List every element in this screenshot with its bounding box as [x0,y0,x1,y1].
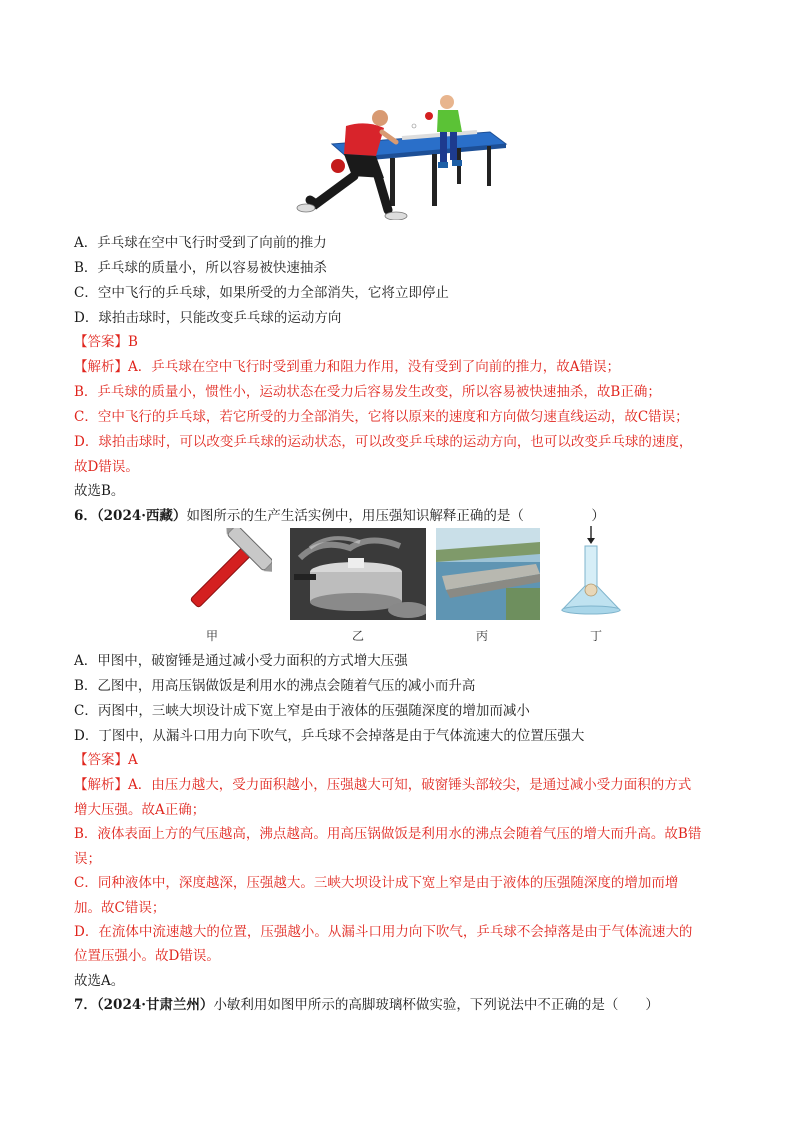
q6-option-d: D．丁图中，从漏斗口用力向下吹气，乒乓球不会掉落是由于气体流速大的位置压强大 [74,728,585,744]
q5-analysis-text-1: A．乒乓球在空中飞行时受到重力和阻力作用，没有受到了向前的推力，故A错误； [128,359,620,375]
q7-number: 7． [74,997,97,1013]
pressure-cooker-image [290,528,426,620]
q6-analysis-line-3: B．液体表面上方的气压越高，沸点越高。用高压锅做饭是利用水的沸点会随着气压的增大而升高。故B错 [74,826,702,842]
hammer-image [176,528,272,620]
q6-stem-line [74,506,605,526]
q6-option-b: B．乙图中，用高压锅做饭是利用水的沸点会随着气压的减小而升高 [74,678,476,694]
q6-number: 6． [74,508,97,524]
q5-analysis-line-2: B．乒乓球的质量小，惯性小，运动状态在受力后容易发生改变，所以容易被快速抽杀，故B正确； [74,384,661,400]
q5-option-d: D．球拍击球时，只能改变乒乓球的运动方向 [74,310,342,326]
q5-conclusion: 故选B。 [74,483,125,499]
q6-analysis-line-5: C．同种液体中，深度越深，压强越大。三峡大坝设计成下宽上窄是由于液体的压强随深度的增加而增 [74,875,679,891]
q5-analysis-line-4: D．球拍击球时，可以改变乒乓球的运动状态，可以改变乒乓球的运动方向，也可以改变乒乓球的速度， [74,434,693,450]
q5-answer: 【答案】B [74,334,138,350]
q7-stem: 小敏利用如图甲所示的高脚玻璃杯做实验，下列说法中不正确的是（ ） [213,997,659,1013]
caption-ding: 丁 [590,629,603,643]
q6-analysis-text-1: A．由压力越大，受力面积越小，压强越大可知，破窗锤头部较尖，是通过减小受力面积的方式 [128,777,692,793]
q5-analysis-line-3: C．空中飞行的乒乓球，若它所受的力全部消失，它将以原来的速度和方向做匀速直线运动，故C错误； [74,409,689,425]
q7-source: （2024·甘肃兰州） [96,997,214,1013]
q5-analysis-line-5: 故D错误。 [74,459,139,475]
q6-analysis-line-4: 误； [74,851,101,867]
q6-conclusion: 故选A。 [74,973,125,989]
q7-stem-line [74,995,659,1015]
q6-analysis-line-6: 加。故C错误； [74,900,166,916]
table-tennis-figure [292,92,514,220]
q6-option-a: A．甲图中，破窗锤是通过减小受力面积的方式增大压强 [74,653,408,669]
q6-analysis-line-2: 增大压强。故A正确； [74,802,206,818]
q5-option-b: B．乒乓球的质量小，所以容易被快速抽杀 [74,260,327,276]
q6-analysis-line-7: D．在流体中流速越大的位置，压强越小。从漏斗口用力向下吹气，乒乓球不会掉落是由于气体流速大的 [74,924,693,940]
q6-analysis-tag: 【解析】 [74,777,128,793]
q6-option-c: C．丙图中，三峡大坝设计成下宽上窄是由于液体的压强随深度的增加而减小 [74,703,530,719]
caption-bing: 丙 [476,629,489,643]
q5-analysis-line-1 [74,357,620,377]
q6-analysis-line-1 [74,775,691,795]
q6-source: （2024·西藏） [96,508,187,524]
q5-option-c: C．空中飞行的乒乓球，如果所受的力全部消失，它将立即停止 [74,285,449,301]
caption-yi: 乙 [352,629,365,643]
funnel-ball-image [558,524,624,620]
caption-jia: 甲 [206,629,219,643]
q6-answer: 【答案】A [74,752,138,768]
q6-stem: 如图所示的生产生活实例中，用压强知识解释正确的是（ ） [186,508,605,524]
three-gorges-dam-image [436,528,540,620]
q5-analysis-tag: 【解析】 [74,359,128,375]
q6-analysis-line-8: 位置压强小。故D错误。 [74,948,220,964]
q5-option-a: A．乒乓球在空中飞行时受到了向前的推力 [74,235,327,251]
